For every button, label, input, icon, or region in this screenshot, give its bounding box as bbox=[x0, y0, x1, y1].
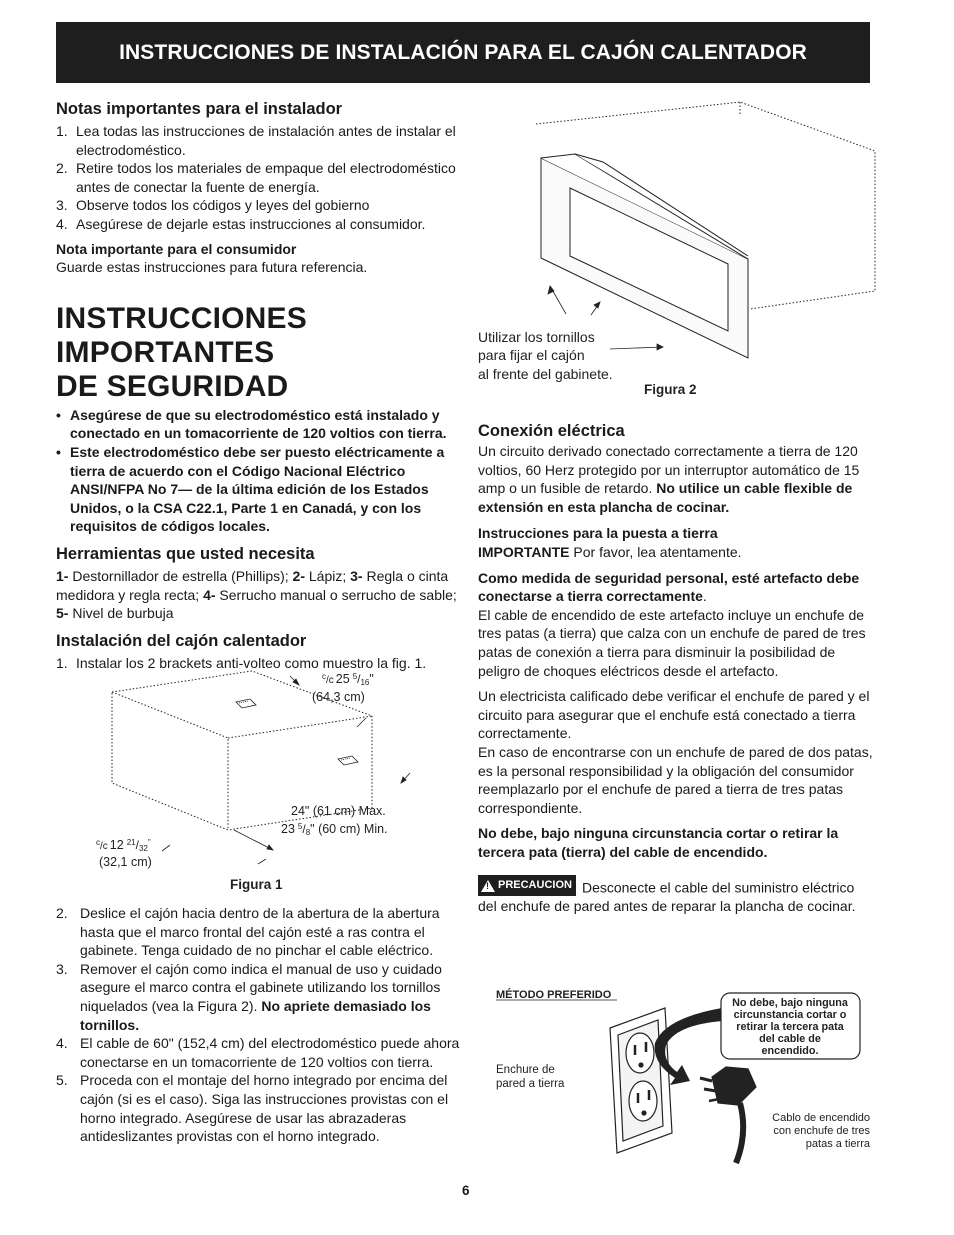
herramientas-heading: Herramientas que usted necesita bbox=[56, 544, 315, 563]
item-text: Instalar los 2 brackets anti-volteo como muestro la fig. 1. bbox=[76, 654, 427, 671]
figura-1-diagram bbox=[90, 655, 470, 900]
seguridad-title-1: INSTRUCCIONES IMPORTANTES bbox=[56, 301, 307, 369]
enchufe-label-1: Enchure de bbox=[496, 1064, 555, 1076]
item-number: 4. bbox=[56, 1035, 68, 1052]
page-banner bbox=[56, 22, 870, 83]
list-item bbox=[56, 960, 466, 1034]
figura-2-diagram bbox=[478, 96, 878, 401]
cable-label-1: Cablo de encendido bbox=[772, 1112, 870, 1124]
precaucion-paragraph bbox=[478, 875, 873, 915]
tool-num: 4- bbox=[203, 586, 216, 603]
tool-num: 1- bbox=[56, 567, 69, 584]
item-number: 2. bbox=[56, 905, 68, 921]
cable-label-2: con enchufe de tres bbox=[773, 1125, 870, 1137]
tierra-heading: Instrucciones para la puesta a tierra bbox=[478, 525, 718, 542]
drawer-frame bbox=[541, 154, 748, 358]
text-bold: IMPORTANTE bbox=[478, 543, 570, 560]
electricista-paragraph: Un electricista calificado debe verificar el enchufe de pared y el circuito para asegurar que el enchufe está conectado a tierra correctamente. bbox=[478, 688, 870, 742]
item-text: El cable de 60" (152,4 cm) del electrodoméstico puede ahora conectarse en un tomacorriente de 120 voltios con tierra. bbox=[80, 1035, 460, 1070]
text-bold: Como medida de seguridad personal, esté artefacto debe conectarse a tierra correctamente bbox=[478, 569, 860, 605]
precaucion-badge bbox=[478, 875, 576, 896]
medida-line bbox=[478, 569, 873, 606]
list-item bbox=[56, 215, 466, 234]
tool-text: Destornillador de estrella (Phillips); bbox=[68, 567, 293, 584]
outlet-diagram bbox=[490, 983, 875, 1168]
callout-line-4: del cable de bbox=[759, 1033, 821, 1045]
list-item bbox=[56, 159, 466, 196]
item-number: 1. bbox=[56, 123, 68, 139]
enchufe-label-2: pared a tierra bbox=[496, 1078, 565, 1090]
importante-line bbox=[478, 543, 873, 562]
list-item bbox=[56, 904, 466, 960]
notas-list bbox=[56, 122, 466, 234]
list-item: • Asegúrese de que su electrodoméstico está instalado y conectado en un tomacorriente de 120 voltios con tierra. bbox=[56, 406, 466, 443]
tool-num: 3- bbox=[350, 567, 363, 584]
consumer-heading: Nota importante para el consumidor bbox=[56, 240, 297, 257]
list-item bbox=[56, 1071, 466, 1145]
seguridad-bullets bbox=[56, 406, 466, 536]
item-text: Retire todos los materiales de empaque del electrodoméstico antes de conectar la fuente de energía. bbox=[76, 160, 456, 195]
badge-label: PRECAUCION bbox=[498, 879, 572, 892]
text: . bbox=[702, 588, 707, 605]
dos-patas-paragraph: En caso de encontrarse con un enchufe de pared de dos patas, es la personal responsibilidad y la obligación del consumidor reemplazarlo por el enchufe de pared a tierra de tres patas correspondiente. bbox=[478, 743, 873, 816]
right-column bbox=[478, 421, 873, 916]
callout-line-2: circunstancia cortar o bbox=[733, 1009, 847, 1021]
tool-text: Regla o cinta medidora y regla recta; bbox=[56, 567, 449, 603]
callout-line-1: No debe, bajo ninguna bbox=[732, 997, 848, 1009]
item-text: Lea todas las instrucciones de instalación antes de instalar el electrodoméstico. bbox=[76, 123, 456, 158]
metodo-label: MÉTODO PREFERIDO bbox=[496, 989, 612, 1001]
cable-label-3: patas a tierra bbox=[805, 1138, 870, 1150]
bracket-1 bbox=[236, 699, 256, 708]
item-bold: No apriete demasiado los tornillos. bbox=[80, 997, 431, 1033]
plug bbox=[700, 1067, 756, 1163]
tool-text: Nivel de burbuja bbox=[68, 605, 174, 622]
fig2-label-2: para fijar el cajón bbox=[478, 347, 585, 363]
dim-left: $^c_{/c}$ 12 $^{21}$/32" bbox=[96, 838, 151, 853]
item-number: 2. bbox=[56, 160, 68, 177]
dim-right-min: 23 $^5$/8" (60 cm) Min. bbox=[281, 822, 388, 837]
herramientas-text bbox=[56, 567, 466, 623]
item-text: Observe todos los códigos y leyes del gobierno bbox=[76, 197, 370, 214]
item-text: Remover el cajón como indica el manual de uso y cuidado asegure el marco contra el gabinete utilizando los tornillos niquelados (vea la Figura 2). bbox=[80, 960, 442, 1014]
instalacion-heading: Instalación del cajón calentador bbox=[56, 631, 307, 650]
seguridad-title-2: DE SEGURIDAD bbox=[56, 369, 289, 403]
warning-icon: ! bbox=[481, 880, 495, 892]
text-bold: No utilice un cable flexible de extensión en esta plancha de cocinar. bbox=[478, 480, 853, 515]
item-number: 3. bbox=[56, 960, 68, 977]
list-item: • Este electrodoméstico debe ser puesto eléctricamente a tierra de acuerdo con el Código Nacional Eléctrico ANSI/NFPA No 7— de la última edición de los Estados Unidos, o la CSA C22.1, Parte 1 en Canadá, y con los requisitos de códigos locales. bbox=[56, 443, 466, 536]
item-number: 4. bbox=[56, 215, 68, 232]
cable-paragraph: El cable de encendido de este artefacto incluye un enchufe de tres patas (a tierra) que calza con un enchufe de pared de tres patas de conexión a tierra para disminuir la posibilidad de peligro de choques eléctricos desde el artefacto. bbox=[478, 606, 866, 679]
tool-text: Lápiz; bbox=[305, 567, 351, 584]
notas-heading: Notas importantes para el instalador bbox=[56, 100, 343, 118]
list-item bbox=[56, 122, 466, 159]
steps-column bbox=[56, 904, 466, 1146]
item-text: Proceda con el montaje del horno integrado por encima del cajón (si es el caso). Siga las instrucciones provistas con el horno integrado. Asegúrese de usar las abrazaderas antideslizantes provistas con el horno integrado. bbox=[80, 1072, 449, 1145]
dim-top-cm: (64,3 cm) bbox=[312, 690, 365, 704]
bracket-2 bbox=[338, 756, 358, 765]
conexion-p1 bbox=[478, 442, 873, 516]
text: Por favor, lea atentamente. bbox=[569, 543, 742, 560]
consumer-text: Guarde estas instrucciones para futura referencia. bbox=[56, 259, 368, 276]
list-item bbox=[56, 196, 466, 215]
figura-1-caption: Figura 1 bbox=[230, 877, 283, 892]
tool-num: 2- bbox=[292, 567, 305, 584]
tool-num: 5- bbox=[56, 605, 69, 622]
fig2-label-3: al frente del gabinete. bbox=[478, 366, 613, 382]
steps-list bbox=[56, 904, 466, 1146]
text: Desconecte el cable del suministro eléctrico del enchufe de pared antes de reparar la plancha de cocinar. bbox=[478, 879, 856, 915]
list-item bbox=[56, 1034, 466, 1071]
item-text: Asegúrese de dejarle estas instrucciones al consumidor. bbox=[76, 215, 426, 232]
tool-text: Serrucho manual o serrucho de sable; bbox=[215, 586, 457, 603]
item-number: 1. bbox=[56, 654, 68, 671]
dim-right-max: 24" (61 cm) Max. bbox=[291, 804, 386, 818]
dim-top: $^c_{/c}$ 25 $^5$/16" bbox=[322, 672, 374, 687]
callout-line-5: encendido. bbox=[761, 1045, 819, 1057]
page-number: 6 bbox=[462, 1183, 470, 1198]
item-number: 3. bbox=[56, 197, 68, 214]
figura-2-caption: Figura 2 bbox=[644, 382, 697, 397]
wall-plate bbox=[610, 1008, 672, 1153]
banner-title: INSTRUCCIONES DE INSTALACIÓN PARA EL CAJÓN CALENTADOR bbox=[119, 40, 807, 64]
conexion-heading: Conexión eléctrica bbox=[478, 422, 625, 440]
dim-left-cm: (32,1 cm) bbox=[99, 855, 152, 869]
fig2-label-1: Utilizar los tornillos bbox=[478, 329, 595, 345]
left-column bbox=[56, 99, 466, 672]
callout-line-3: retirar la tercera pata bbox=[736, 1021, 844, 1033]
item-number: 5. bbox=[56, 1072, 68, 1089]
item-text: Deslice el cajón hacia dentro de la abertura de la abertura hasta que el marco frontal del cajón esté a ras contra el gabinete. Tenga cuidado de no pinchar el cable eléctrico. bbox=[80, 905, 440, 959]
text: Un circuito derivado conectado correctamente a tierra de 120 voltios, 60 Herz protegido por un interruptor automático de 15 amp o un fusible de retardo. bbox=[478, 443, 860, 497]
no-debe-warning: No debe, bajo ninguna circunstancia cortar o retirar la tercera pata (tierra) del cable de encendido. bbox=[478, 825, 839, 860]
